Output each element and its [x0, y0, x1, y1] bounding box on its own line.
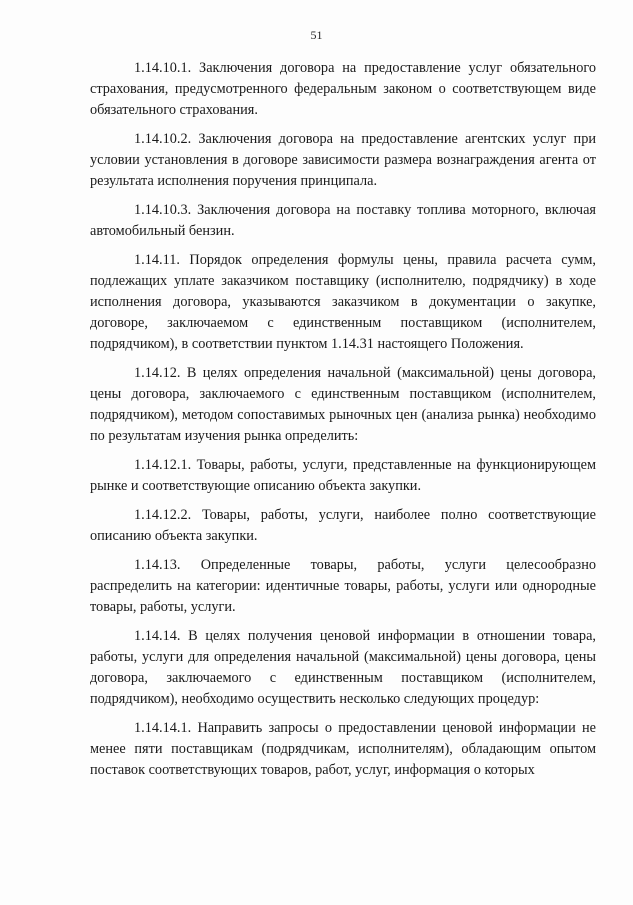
paragraph-1-14-11: 1.14.11. Порядок определения формулы цены, правила расчета сумм, подлежащих уплате заказчиком поставщику (исполнителю, подрядчику) в ходе исполнения договора, указываются заказчиком в документации о закупке, договоре, заключаемом с единственным поставщиком (исполнителем, подрядчиком), в соответствии пунктом 1.14.31 настоящего Положения. — [90, 252, 596, 352]
paragraph-1-14-10-3: 1.14.10.3. Заключения договора на поставку топлива моторного, включая автомобильный бензин. — [90, 202, 596, 239]
paragraph-1-14-12-2: 1.14.12.2. Товары, работы, услуги, наиболее полно соответствующие описанию объекта закупки. — [90, 507, 596, 544]
page-number: 51 — [310, 28, 323, 42]
paragraph-1-14-14: 1.14.14. В целях получения ценовой информации в отношении товара, работы, услуги для определения начальной (максимальной) цены договора, цены договора, заключаемого с единственным поставщиком (исполнителем, подрядчиком), необходимо осуществить несколько следующих процедур: — [90, 628, 596, 707]
paragraph-1-14-14-1: 1.14.14.1. Направить запросы о предоставлении ценовой информации не менее пяти поставщикам (подрядчикам, исполнителям), обладающим опытом поставок соответствующих товаров, работ, услуг, информация о которых — [90, 720, 596, 778]
document-body — [90, 58, 596, 781]
paragraph-1-14-13: 1.14.13. Определенные товары, работы, услуги целесообразно распределить на категории: идентичные товары, работы, услуги или однородные товары, работы, услуги. — [90, 557, 596, 615]
paragraph-1-14-12: 1.14.12. В целях определения начальной (максимальной) цены договора, цены договора, заключаемого с единственным поставщиком (исполнителем, подрядчиком), методом сопоставимых рыночных цен (анализа рынка) необходимо по результатам изучения рынка определить: — [90, 365, 596, 444]
paragraph-1-14-10-2: 1.14.10.2. Заключения договора на предоставление агентских услуг при условии установления в договоре зависимости размера вознаграждения агента от результата исполнения поручения принципала. — [90, 131, 596, 189]
paragraph-1-14-12-1: 1.14.12.1. Товары, работы, услуги, представленные на функционирующем рынке и соответствующие описанию объекта закупки. — [90, 457, 596, 494]
paragraph-1-14-10-1: 1.14.10.1. Заключения договора на предоставление услуг обязательного страхования, предусмотренного федеральным законом о соответствующем виде обязательного страхования. — [90, 60, 596, 118]
